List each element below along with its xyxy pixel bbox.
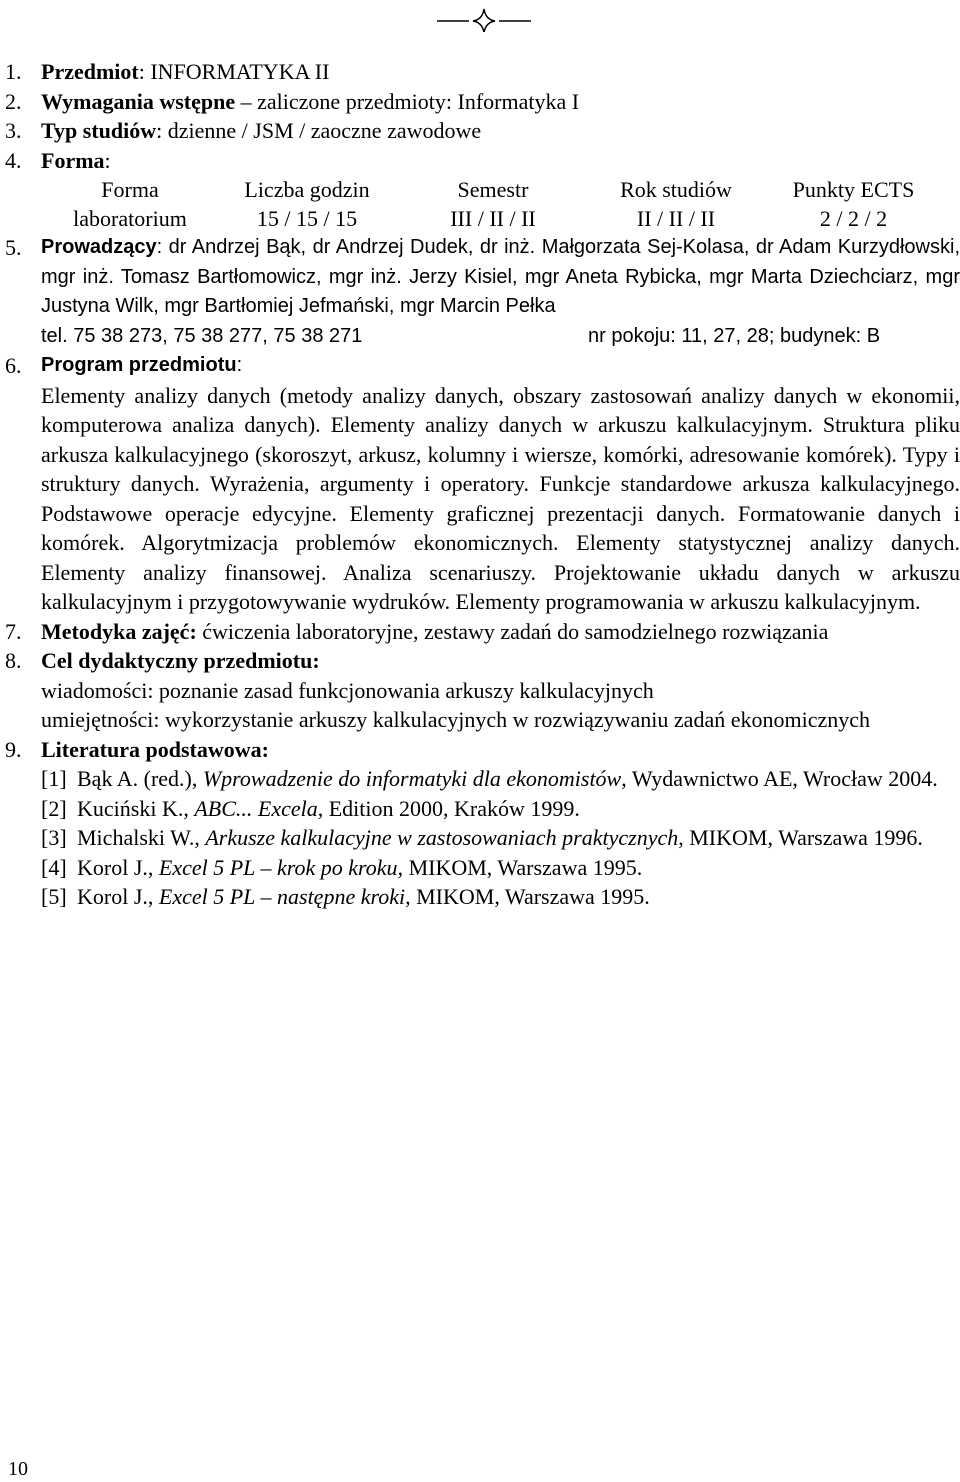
forma-cell: II / II / II bbox=[636, 206, 716, 231]
label-metodyka: Metodyka zajęć: bbox=[41, 618, 197, 644]
item-wymagania: 2. Wymagania wstępne – zaliczone przedmioty: Informatyka I bbox=[5, 88, 580, 114]
program-text: Elementy analizy danych (metody analizy danych, obszary zastosowań analizy danych w ekonomii, komputerowa analiza danych). Elementy analizy danych w arkuszu kalkulacyjnym. Struktura pliku arkusza kalkulacyjnego (skoroszyt, arkusz, kolumny i wiersze, komórki, adresowanie komórek). Typy i struktury danych. Wyrażenia, argumenty i operatory. Funkcje standardowe arkusza kalkulacyjnego. Podstawowe operacje edycyjne. Elementy graficznej prezentacji danych. Formatowanie danych i komórek. Algorytmizacja problemów ekonomicznych. Elementy statystycznej analizy danych. Elementy analizy finansowej. Analiza scenariuszy. Projektowanie układu danych w arkuszu kalkulacyjnym i przygotowywanie wydruków. Elementy programowania w arkuszu kalkulacyjnym. bbox=[41, 382, 960, 614]
forma-header-cell: Punkty ECTS bbox=[792, 177, 915, 202]
label-przedmiot: Przedmiot bbox=[41, 59, 139, 84]
book-title: Arkusze kalkulacyjne w zastosowaniach praktycznych bbox=[205, 825, 679, 850]
literature-item: [2] Kuciński K., ABC... Excela, Edition 2000, Kraków 1999. bbox=[41, 795, 580, 821]
page-number: 10 bbox=[8, 1458, 28, 1480]
cel-wiadomosci: wiadomości: poznanie zasad funkcjonowania arkuszy kalkulacyjnych bbox=[41, 677, 654, 703]
value-przedmiot: : INFORMATYKA II bbox=[138, 59, 330, 84]
label-wymagania: Wymagania wstępne bbox=[41, 88, 236, 114]
forma-header-cell: Liczba godzin bbox=[244, 177, 370, 202]
forma-table-row bbox=[41, 204, 946, 233]
value-wymagania: – zaliczone przedmioty: Informatyka I bbox=[235, 88, 580, 114]
item-forma: 4. Forma: bbox=[5, 147, 111, 173]
forma-cell: III / II / II bbox=[450, 206, 536, 231]
forma-header-cell: Rok studiów bbox=[620, 177, 732, 202]
item-program: 6. Program przedmiotu: bbox=[5, 353, 243, 378]
phone-numbers: tel. 75 38 273, 75 38 277, 75 38 271 bbox=[41, 324, 363, 347]
value-prowadzacy: : dr Andrzej Bąk, dr Andrzej Dudek, dr inż. Małgorzata Sej-Kolasa, dr Adam Kurzydłowski, mgr inż. Tomasz Bartłomowicz, mgr inż. Jerzy Kisiel, mgr Aneta Rybicka, mgr Marta Dziechciarz, mgr Justyna Wilk, mgr Bartłomiej Jefmański, mgr Marcin Pełka bbox=[41, 236, 960, 317]
literature-item: [1] Bąk A. (red.), Wprowadzenie do informatyki dla ekonomistów, Wydawnictwo AE, Wrocław 2004. bbox=[41, 766, 938, 791]
value-metodyka: ćwiczenia laboratoryjne, zestawy zadań do samodzielnego rozwiązania bbox=[196, 618, 829, 644]
cel-umiejetnosci: umiejętności: wykorzystanie arkuszy kalkulacyjnych w rozwiązywaniu zadań ekonomicznych bbox=[41, 707, 870, 732]
label-typ-studiow: Typ studiów bbox=[41, 118, 157, 143]
literature-item: [3] Michalski W., Arkusze kalkulacyjne w zastosowaniach praktycznych, MIKOM, Warszawa 1996. bbox=[41, 825, 923, 850]
item-przedmiot: 1. Przedmiot: INFORMATYKA II bbox=[5, 59, 330, 84]
item-literatura: 9. Literatura podstawowa: [1] Bąk A. (red.), Wprowadzenie do informatyki dla ekonomistów, Wydawnictwo AE, Wrocław 2004. [2] Kuciński K., ABC... Excela, Edition 2000, Kraków 1999. [3] Michalski W., Arkusze kalkulacyjne w zastosowaniach praktycznych, MIKOM, Warszawa 1996. [4] Korol J., Excel 5 PL – krok po kroku, MIKOM, Warszawa 1995. [5] Korol J., Excel 5 PL – następne kroki, MIKOM, Warszawa 1995. bbox=[5, 735, 960, 912]
forma-cell: 15 / 15 / 15 bbox=[256, 206, 358, 231]
value-typ-studiow: : dzienne / JSM / zaoczne zawodowe bbox=[156, 118, 482, 143]
forma-header-cell: Forma bbox=[101, 177, 159, 202]
item-prowadzacy: 5. Prowadzący: dr Andrzej Bąk, dr Andrzej Dudek, dr inż. Małgorzata Sej-Kolasa, dr Adam Kurzydłowski, mgr inż. Tomasz Bartłomowicz, mgr inż. Jerzy Kisiel, mgr Aneta Rybicka, mgr Marta Dziechciarz, mgr Justyna Wilk, mgr Bartłomiej Jefmański, mgr Marcin Pełka tel. 75 38 273, 75 38 277, 75 38 271 nr pokoju: 11, 27, 28; budynek: B bbox=[5, 233, 960, 351]
label-program: Program przedmiotu bbox=[41, 354, 237, 376]
book-title: Excel 5 PL – krok po kroku bbox=[158, 854, 398, 880]
book-title: Wprowadzenie do informatyki dla ekonomistów bbox=[202, 766, 622, 791]
label-cel: Cel dydaktyczny przedmiotu: bbox=[41, 648, 320, 673]
forma-table-header-row bbox=[41, 175, 946, 204]
book-title: ABC... Excela bbox=[194, 795, 318, 821]
forma-cell: laboratorium bbox=[73, 206, 187, 231]
item-metodyka: 7. Metodyka zajęć: ćwiczenia laboratoryjne, zestawy zadań do samodzielnego rozwiązania bbox=[5, 618, 829, 644]
syllabus-page bbox=[5, 57, 960, 912]
item-typ-studiow: 3. Typ studiów: dzienne / JSM / zaoczne zawodowe bbox=[5, 118, 482, 143]
forma-table bbox=[41, 175, 946, 233]
room-numbers: nr pokoju: 11, 27, 28; budynek: B bbox=[588, 324, 881, 347]
book-title: Excel 5 PL – następne kroki bbox=[158, 884, 406, 909]
item-cel: 8. Cel dydaktyczny przedmiotu: wiadomości: poznanie zasad funkcjonowania arkuszy kalkulacyjnych umiejętności: wykorzystanie arkuszy kalkulacyjnych w rozwiązywaniu zadań ekonomicznych bbox=[5, 646, 960, 735]
literature-item: [5] Korol J., Excel 5 PL – następne kroki, MIKOM, Warszawa 1995. bbox=[41, 884, 650, 909]
literature-item: [4] Korol J., Excel 5 PL – krok po kroku, MIKOM, Warszawa 1995. bbox=[41, 854, 643, 880]
label-forma: Forma bbox=[41, 147, 105, 173]
forma-header-cell: Semestr bbox=[457, 177, 529, 202]
forma-cell: 2 / 2 / 2 bbox=[819, 206, 888, 231]
label-literatura: Literatura podstawowa: bbox=[41, 736, 269, 762]
header-ornament bbox=[437, 4, 531, 32]
label-prowadzacy: Prowadzący bbox=[41, 236, 157, 258]
